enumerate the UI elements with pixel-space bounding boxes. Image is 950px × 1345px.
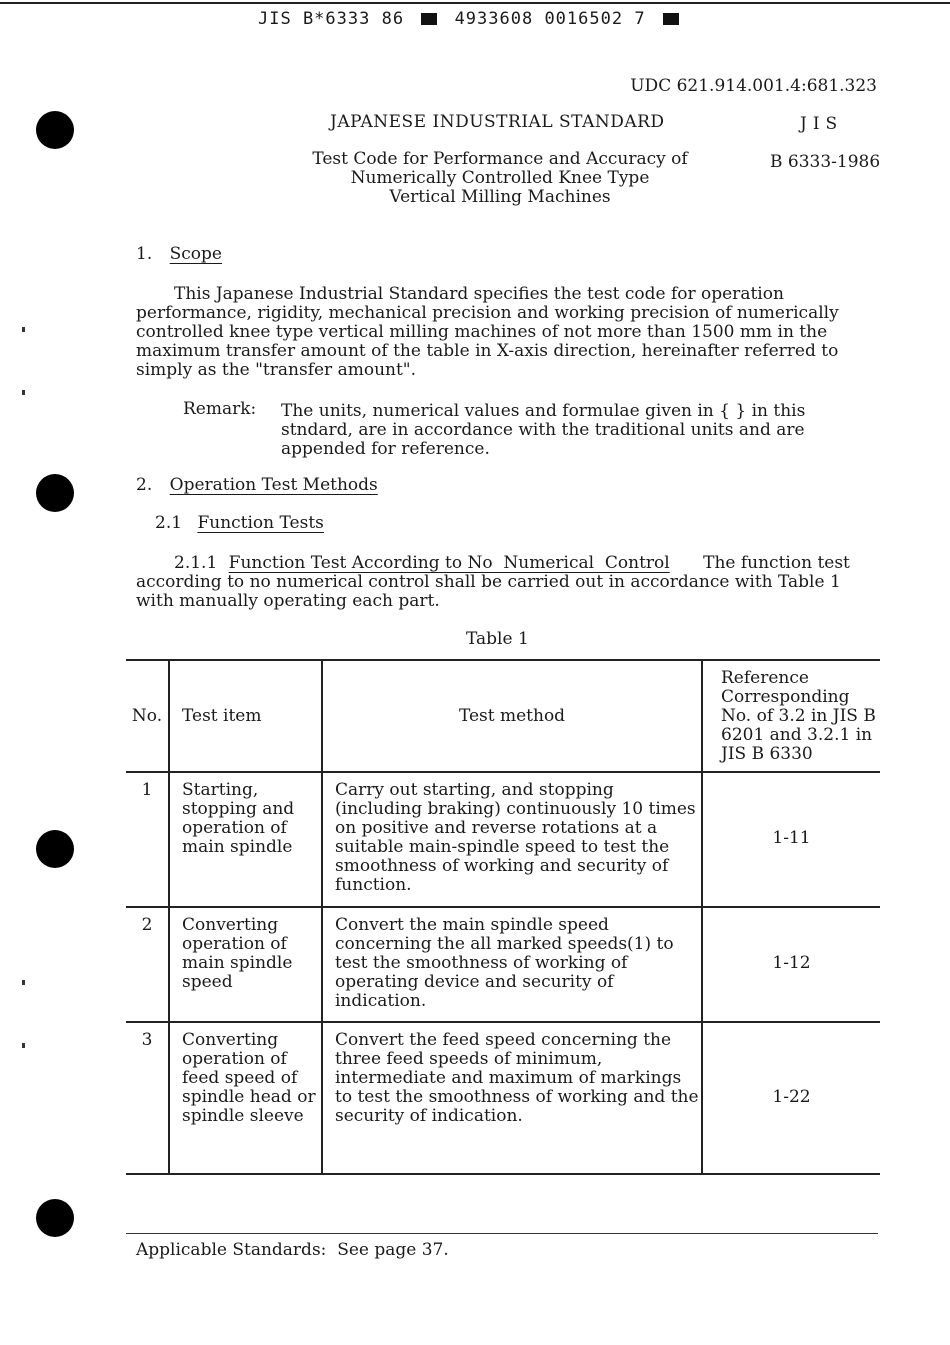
section-2-1-1-body-start: The function	[703, 553, 813, 573]
section-2-title: Operation Test Methods	[169, 475, 378, 495]
section-2-1-title: Function Tests	[197, 513, 324, 533]
table-row	[126, 907, 880, 1022]
function-test-table	[126, 659, 880, 1175]
punch-hole-icon	[36, 474, 74, 512]
row-reference: 1-12	[702, 907, 880, 1022]
header-test-item: Test item	[169, 660, 322, 772]
jis-mark: JIS	[800, 114, 844, 134]
header-code-part1: JIS B*6333 86	[258, 9, 405, 29]
title-line-1: Test Code for Performance and Accuracy of	[312, 149, 688, 169]
scan-speck	[22, 980, 25, 985]
remark-label: Remark:	[183, 399, 257, 419]
header-code-part2: 4933608 0016502 7	[454, 9, 646, 29]
punch-hole-icon	[36, 111, 74, 149]
row-test-method: Carry out starting, and stopping (including braking) continuously 10 times on positive and reverse rotations at a suitable main-spindle speed to test the smoothness of working and security of function.	[322, 772, 702, 907]
row-test-item: Converting operation of feed speed of spindle head or spindle sleeve	[169, 1022, 322, 1174]
punch-hole-icon	[36, 830, 74, 868]
scope-paragraph: This Japanese Industrial Standard specifies the test code for operation performance, rigidity, mechanical precision and working precision of numerically controlled knee type vertical milling machines of not more than 1500 mm in the maximum transfer amount of the table in X-axis direction, hereinafter referred to simply as the "transfer amount".	[136, 284, 839, 380]
section-2-1-number: 2.1	[155, 513, 183, 533]
row-no: 1	[126, 772, 169, 907]
document-title	[270, 150, 730, 207]
section-2-1-heading	[155, 513, 324, 533]
standard-body-title: JAPANESE INDUSTRIAL STANDARD	[330, 112, 665, 132]
table-caption: Table 1	[466, 629, 529, 649]
section-2-1-1-body: test according to no numerical control shall be carried out in accordance with Table 1 with manually operating each part.	[136, 553, 850, 611]
title-line-3: Vertical Milling Machines	[389, 187, 611, 207]
row-no: 3	[126, 1022, 169, 1174]
table-header-row	[126, 660, 880, 772]
row-no: 2	[126, 907, 169, 1022]
scan-speck	[22, 327, 25, 332]
section-2-1-1-title: Function Test According to No Numerical Control	[228, 553, 670, 573]
row-reference: 1-11	[702, 772, 880, 907]
section-2-heading	[136, 475, 378, 495]
section-2-1-1-number: 2.1.1	[174, 553, 218, 573]
row-test-method: Convert the feed speed concerning the three feed speeds of minimum, intermediate and maximum of markings to test the smoothness of working and the security of indication.	[322, 1022, 702, 1174]
applicable-standards-note: Applicable Standards: See page 37.	[136, 1240, 449, 1260]
table-row	[126, 772, 880, 907]
row-reference: 1-22	[702, 1022, 880, 1174]
redaction-block-icon	[421, 13, 437, 25]
title-line-2: Numerically Controlled Knee Type	[350, 168, 650, 188]
scan-speck	[22, 390, 25, 395]
row-test-item: Converting operation of main spindle speed	[169, 907, 322, 1022]
standard-number: B 6333-1986	[770, 152, 881, 172]
top-scan-line	[0, 2, 950, 4]
punch-hole-icon	[36, 1199, 74, 1237]
row-test-method: Convert the main spindle speed concerning the all marked speeds(1) to test the smoothness of working of operating device and security of indication.	[322, 907, 702, 1022]
redaction-block-icon	[663, 13, 679, 25]
section-1-heading	[136, 244, 222, 264]
header-test-method: Test method	[322, 660, 702, 772]
footer-divider	[126, 1233, 878, 1234]
row-test-item: Starting, stopping and operation of main spindle	[169, 772, 322, 907]
section-1-number: 1.	[136, 244, 153, 264]
section-1-title: Scope	[169, 244, 222, 264]
header-no: No.	[126, 660, 169, 772]
microfilm-header-code	[258, 9, 685, 29]
table-row	[126, 1022, 880, 1174]
header-reference: Reference Corresponding No. of 3.2 in JIS B 6201 and 3.2.1 in JIS B 6330	[702, 660, 880, 772]
scan-speck	[22, 1043, 25, 1048]
remark-text: The units, numerical values and formulae given in { } in this stndard, are in accordance with the traditional units and are appended for reference.	[281, 401, 806, 459]
udc-code: UDC 621.914.001.4:681.323	[630, 76, 877, 96]
section-2-number: 2.	[136, 475, 153, 495]
section-2-1-1-paragraph	[136, 554, 866, 611]
